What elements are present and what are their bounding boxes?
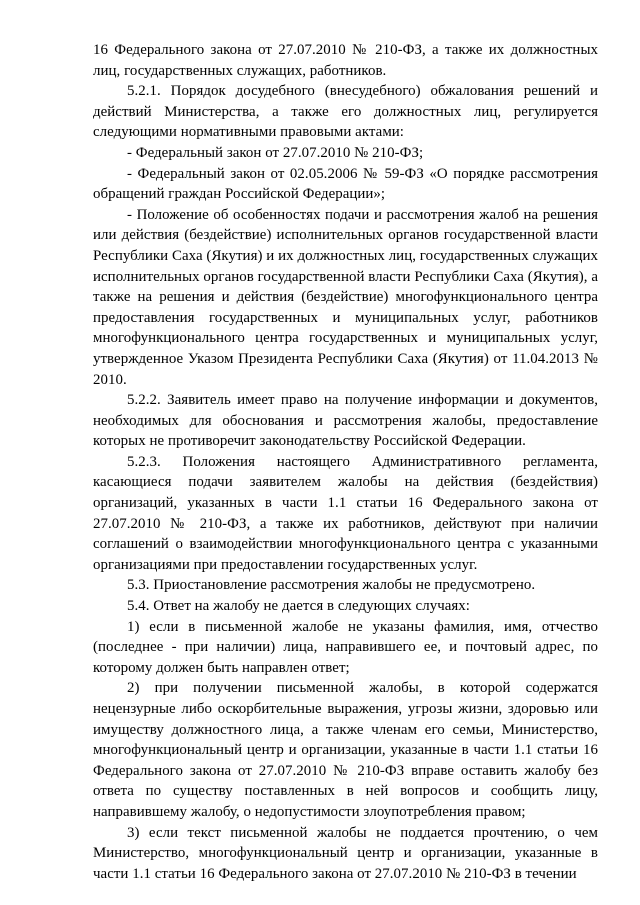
paragraph-5-2-3: 5.2.3. Положения настоящего Административного регламента, касающиеся подачи заявителем жалобы на действия (бездействия) организаций, указанных в части 1.1 статьи 16 Федерального закона от 27.07.2010 № 210-ФЗ, а также их работников, действуют при наличии соглашений о взаимодействии многофункционального центра с указанными организациями при предоставлении государственных услуг. <box>93 453 598 573</box>
list-item-regulation: - Положение об особенностях подачи и рассмотрения жалоб на решения или действия (бездействие) исполнительных органов государственной власти Республики Саха (Якутия) и их должностных лиц, государственных служащих исполнительных органов государственной власти Республики Саха (Якутия), а также на решения и действия (бездействие) многофункционального центра предоставления государственных и муниципальных услуг, работников многофункционального центра государственных и муниципальных услуг, утвержденное Указом Президента Республики Саха (Якутия) от 11.04.2013 № 2010. <box>93 206 598 388</box>
paragraph-5-2-1: 5.2.1. Порядок досудебного (внесудебного) обжалования решений и действий Министерства, а также его должностных лиц, регулируется следующими нормативными правовыми актами: <box>93 83 598 141</box>
list-item-case-3: 3) если текст письменной жалобы не поддается прочтению, о чем Министерство, многофункциональный центр и организации, указанные в части 1.1 статьи 16 Федерального закона от 27.07.2010 № 210-ФЗ в течении <box>93 824 598 882</box>
list-item-federal-law-59: - Федеральный закон от 02.05.2006 № 59-ФЗ «О порядке рассмотрения обращений граждан Российской Федерации»; <box>93 165 598 203</box>
list-item-case-1: 1) если в письменной жалобе не указаны фамилия, имя, отчество (последнее - при наличии) лица, направившего ее, и почтовый адрес, по которому должен быть направлен ответ; <box>93 618 598 676</box>
paragraph-5-4: 5.4. Ответ на жалобу не дается в следующих случаях: <box>127 598 470 615</box>
paragraph-5-3: 5.3. Приостановление рассмотрения жалобы не предусмотрено. <box>127 577 536 594</box>
list-item-federal-law-210: - Федеральный закон от 27.07.2010 № 210-ФЗ; <box>127 144 424 161</box>
paragraph-5-2-2: 5.2.2. Заявитель имеет право на получение информации и документов, необходимых для обоснования и рассмотрения жалобы, предоставление которых не противоречит законодательству Российской Федерации. <box>93 392 598 450</box>
paragraph-continuation: 16 Федерального закона от 27.07.2010 № 210-ФЗ, а также их должностных лиц, государственных служащих, работников. <box>93 42 598 79</box>
list-item-case-2: 2) при получении письменной жалобы, в которой содержатся нецензурные либо оскорбительные выражения, угрозы жизни, здоровью или имуществу должностного лица, а также членам его семьи, Министерство, многофункциональный центр и организации, указанные в части 1.1 статьи 16 Федерального закона от 27.07.2010 № 210-ФЗ вправе оставить жалобу без ответа по существу поставленных в ней вопросов и сообщить лицу, направившему жалобу, о недопустимости злоупотребления правом; <box>93 680 598 820</box>
document-page <box>93 40 598 884</box>
